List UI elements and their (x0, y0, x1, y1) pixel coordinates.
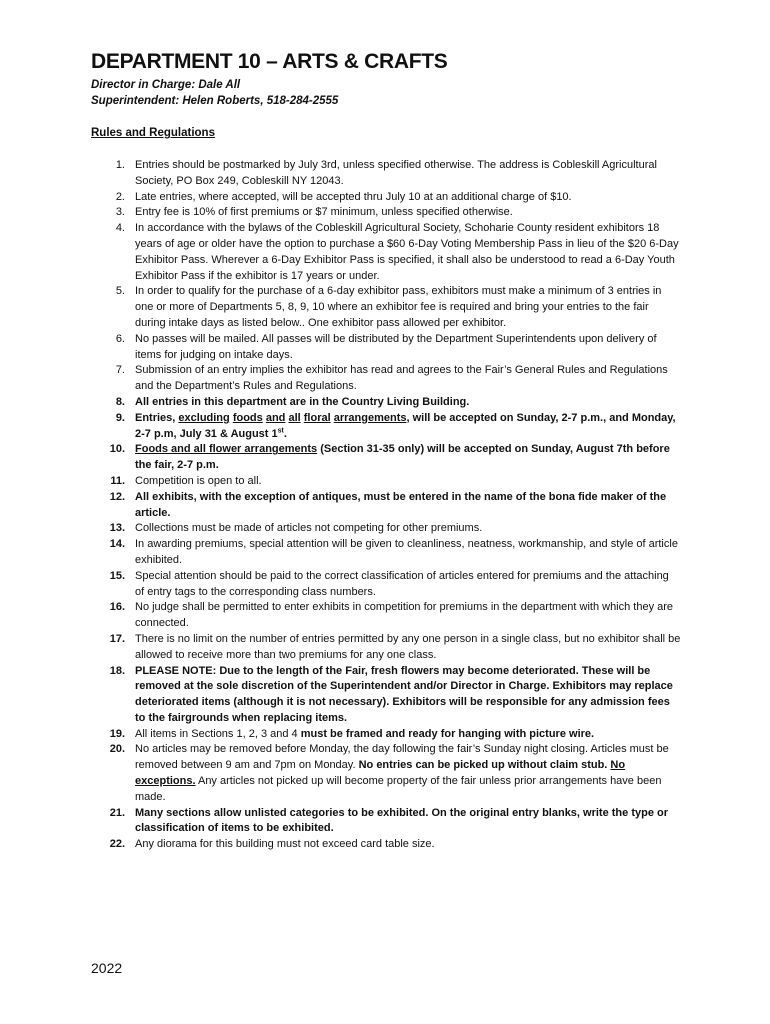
rule-number: 7. (115, 364, 125, 377)
rule-item (91, 664, 681, 727)
rule-text: All exhibits, with the exception of antiques, must be entered in the name of the bona fide maker of the article. (135, 490, 667, 519)
rule-number: 22. (109, 838, 125, 851)
rule-number: 18. (109, 664, 125, 677)
rule-number: 6. (115, 332, 125, 345)
rule-item (91, 727, 681, 743)
rule-item (91, 221, 681, 284)
rule-item (91, 569, 681, 601)
superintendent-line: Superintendent: Helen Roberts, 518-284-2555 (91, 95, 339, 107)
rule-number: 8. (115, 395, 125, 408)
rule-number: 5. (115, 285, 125, 298)
rule-item (91, 632, 681, 664)
rule-number: 4. (115, 222, 125, 235)
rule-item (91, 205, 681, 221)
rule-item (91, 284, 681, 331)
rule-item (91, 537, 681, 569)
rule-number: 9. (115, 411, 125, 424)
rule-item (91, 158, 681, 190)
rule-item (91, 474, 681, 490)
rule-number: 15. (109, 569, 125, 582)
rule-text: Many sections allow unlisted categories to be exhibited. On the original entry blanks, write the type or classification of items to be exhibited. (135, 806, 669, 835)
rule-text: In order to qualify for the purchase of a 6-day exhibitor pass, exhibitors must make a minimum of 3 entries in one or more of Departments 5, 8, 9, 10 where an exhibitor fee is required and bring your entries to the fair during intake days as listed below.. One exhibitor pass allowed per exhibitor. (135, 285, 662, 329)
year-footer: 2022 (91, 960, 123, 976)
director-line: Director in Charge: Dale All (91, 79, 241, 91)
rule-text: Special attention should be paid to the correct classification of articles entered for premiums and the attaching of entry tags to the corresponding class numbers. (135, 569, 669, 598)
rule-item (91, 190, 681, 206)
rule-item (91, 742, 681, 805)
rules-list (91, 158, 681, 853)
rule-text: Collections must be made of articles not competing for other premiums. (135, 522, 483, 535)
rule-number: 16. (109, 601, 125, 614)
rule-number: 14. (109, 538, 125, 551)
rule-number: 12. (109, 490, 125, 503)
rule-text: No articles may be removed before Monday, the day following the fair’s Sunday night closing. Articles must be removed between 9 am and 7pm on Monday. No entries can be picked up without claim stub. No exceptions. Any articles not picked up will become property of the fair unless prior arrangements have been made. (135, 743, 669, 803)
rule-number: 13. (109, 522, 125, 535)
rule-item (91, 490, 681, 522)
rule-number: 17. (109, 632, 125, 645)
rule-text: Any diorama for this building must not exceed card table size. (135, 838, 435, 851)
rule-text: Entries, excluding foods and all floral arrangements, will be accepted on Sunday, 2-7 p.m., and Monday, 2-7 p.m, July 31 & August 1st. (135, 411, 676, 440)
rule-item (91, 837, 681, 853)
rule-text: Late entries, where accepted, will be accepted thru July 10 at an additional charge of $10. (135, 190, 572, 203)
rule-text: In accordance with the bylaws of the Cobleskill Agricultural Society, Schoharie County resident exhibitors 18 years of age or older have the option to purchase a $60 6-Day Voting Membership Pass in lieu of the $20 6-Day Exhibitor Pass. Wherever a 6-Day Exhibitor Pass is specified, it shall also be understood to read a 6-Day Youth Exhibitor Pass if the exhibitor is 17 years or under. (135, 222, 679, 282)
rule-number: 3. (115, 206, 125, 219)
rules-heading: Rules and Regulations (91, 127, 215, 139)
rule-text: No judge shall be permitted to enter exhibits in competition for premiums in the department with which they are connected. (135, 601, 674, 630)
rule-text: In awarding premiums, special attention will be given to cleanliness, neatness, workmanship, and style of article exhibited. (135, 538, 678, 566)
rule-item (91, 600, 681, 632)
rule-text: Entries should be postmarked by July 3rd, unless specified otherwise. The address is Cobleskill Agricultural Society, PO Box 249, Cobleskill NY 12043. (135, 159, 657, 187)
rule-number: 20. (109, 743, 125, 756)
rule-item (91, 363, 681, 395)
rule-item (91, 521, 681, 537)
rule-item (91, 806, 681, 838)
rule-item (91, 442, 681, 474)
rule-text: Foods and all flower arrangements (Section 31-35 only) will be accepted on Sunday, August 7th before the fair, 2-7 p.m. (135, 443, 670, 472)
rule-number: 19. (109, 727, 125, 740)
rule-number: 10. (109, 443, 125, 456)
rule-text: There is no limit on the number of entries permitted by any one person in a single class, but no exhibitor shall be allowed to receive more than two premiums for any one class. (135, 632, 681, 661)
page-title: DEPARTMENT 10 – ARTS & CRAFTS (91, 50, 448, 73)
rule-item (91, 332, 681, 364)
rule-item (91, 411, 681, 443)
rule-text: All items in Sections 1, 2, 3 and 4 must be framed and ready for hanging with picture wire. (135, 727, 595, 740)
rule-text: All entries in this department are in the Country Living Building. (135, 395, 470, 408)
rule-number: 2. (115, 190, 125, 203)
rule-number: 21. (109, 806, 125, 819)
rule-text: PLEASE NOTE: Due to the length of the Fair, fresh flowers may become deteriorated. These will be removed at the sole discretion of the Superintendent and/or Director in Charge. Exhibitors may replace deteriorated items (although it is not necessary). Exhibitors will be responsible for any admission fees to the fairgrounds when replacing items. (135, 664, 673, 724)
rule-item (91, 395, 681, 411)
rule-text: Entry fee is 10% of first premiums or $7 minimum, unless specified otherwise. (135, 206, 513, 219)
rule-text: Submission of an entry implies the exhibitor has read and agrees to the Fair’s General Rules and Regulations and the Department’s Rules and Regulations. (135, 364, 668, 393)
rule-number: 11. (110, 474, 125, 487)
rule-text: No passes will be mailed. All passes will be distributed by the Department Superintendents upon delivery of items for judging on intake days. (135, 332, 657, 361)
rule-text: Competition is open to all. (135, 474, 262, 487)
rule-number: 1. (115, 159, 125, 171)
